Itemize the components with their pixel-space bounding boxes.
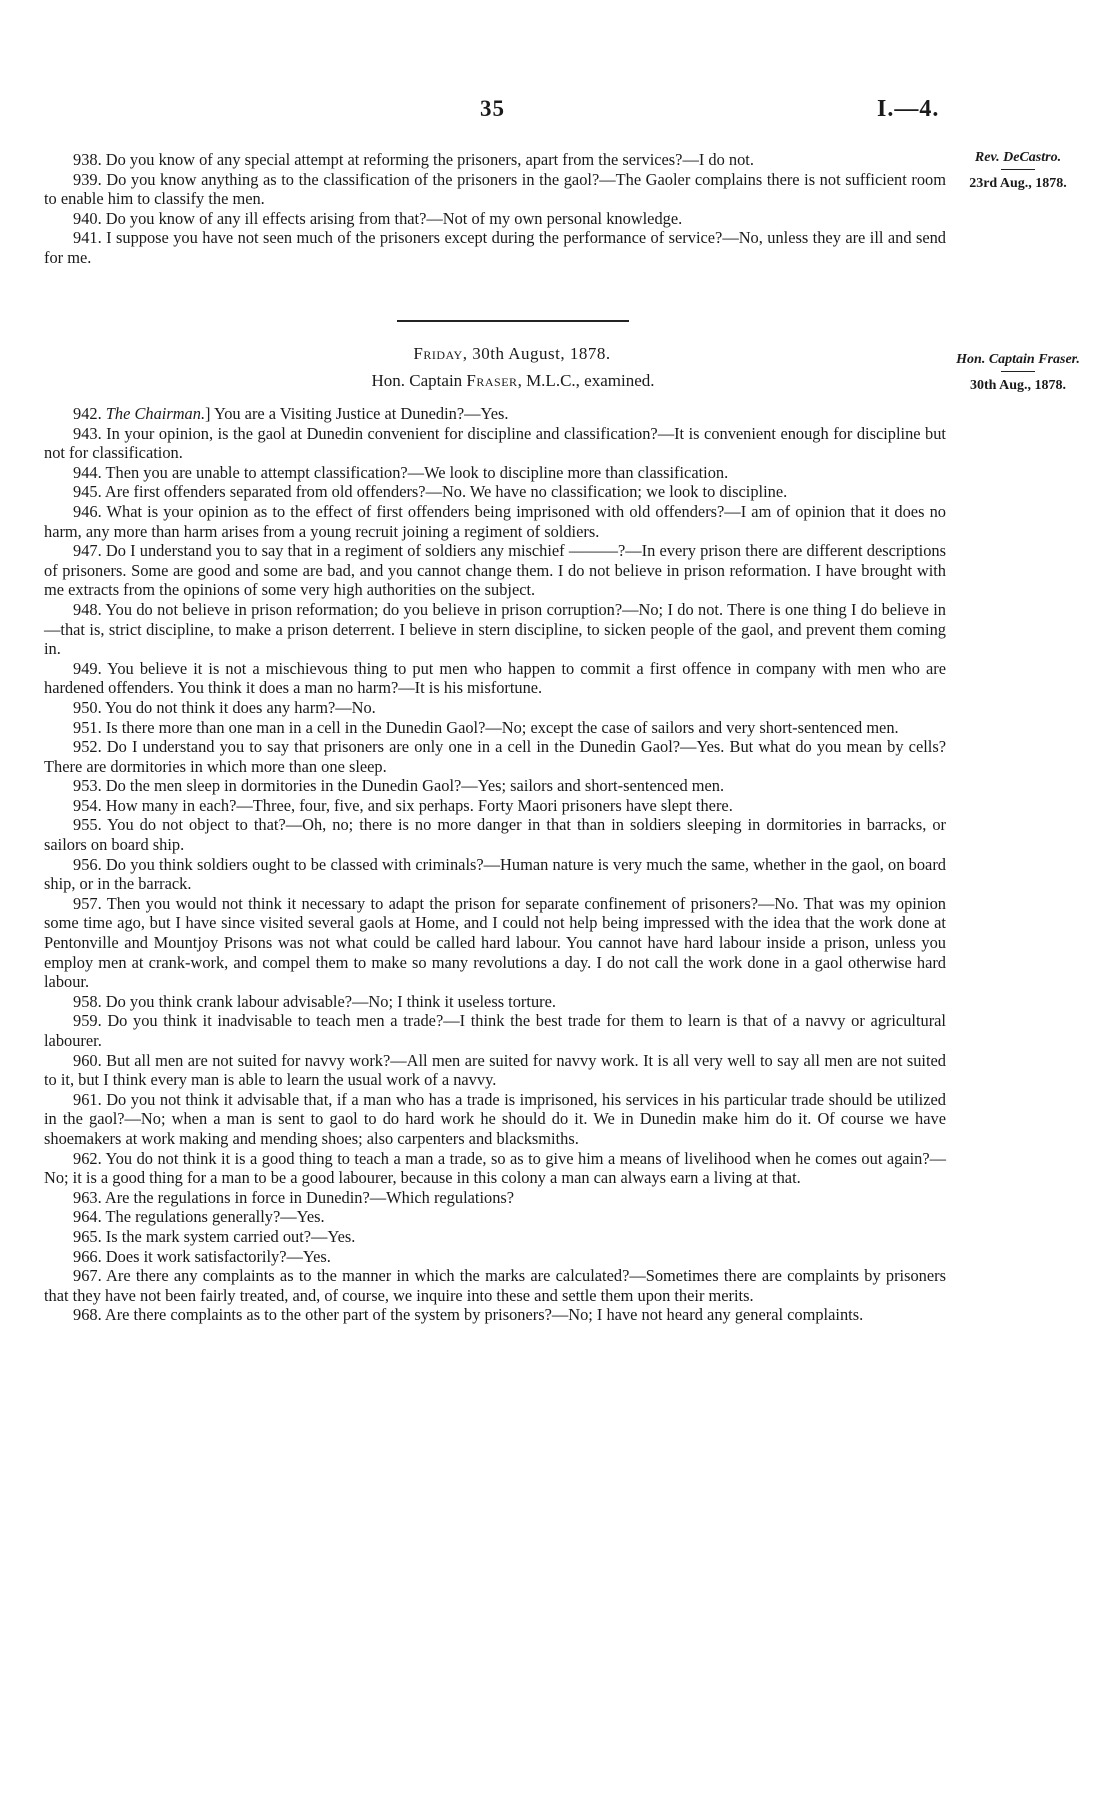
testimony-paragraph: 947. Do I understand you to say that in a regiment of soldiers any mischief ———?—In every prison there are different descriptions of prisoners. Some are good and some are bad, and you cannot change them. I do not believe in prison reformation. I have brought with me extracts from the opinions of some very high authorities on the subject. [44, 541, 946, 600]
testimony-paragraph: 959. Do you think it inadvisable to teach men a trade?—I think the best trade for them to learn is that of a navvy or agricultural labourer. [44, 1011, 946, 1050]
margin-witness: Hon. Captain Fraser. [956, 352, 1080, 367]
testimony-paragraph: 960. But all men are not suited for navvy work?—All men are suited for navvy work. It is all very well to say all men are not suited to it, but I think every man is able to learn the usual work of a navvy. [44, 1050, 946, 1090]
testimony-paragraph: 952. Do I understand you to say that prisoners are only one in a cell in the Dunedin Gaol?—Yes. But what do you mean by cells? There are dormitories in which more than one sleep. [44, 737, 946, 776]
testimony-paragraph: 943. In your opinion, is the gaol at Dunedin convenient for discipline and classification?—It is convenient enough for discipline but not for classification. [44, 423, 946, 463]
question-text: ] You are a Visiting Justice at Dunedin?—Yes. [205, 404, 509, 423]
session-date-heading [340, 344, 684, 364]
testimony-paragraph: 967. Are there any complaints as to the manner in which the marks are calculated?—Sometimes there are complaints by prisoners that they have not been fairly treated, and, of course, we inquire into these and settle them upon their merits. [44, 1266, 946, 1305]
testimony-paragraph: 961. Do you not think it advisable that, if a man who has a trade is imprisoned, his services in his particular trade should be utilized in the gaol?—No; when a man is sent to gaol to do hard work he should do it. We in Dunedin make him do it. Of course we have shoemakers at work making and mending shoes; also carpenters and blacksmiths. [44, 1089, 946, 1148]
testimony-paragraph: 945. Are first offenders separated from old offenders?—No. We have no classification; we look to discipline. [73, 482, 788, 502]
testimony-paragraph: 951. Is there more than one man in a cell in the Dunedin Gaol?—No; except the case of sailors and very short-sentenced men. [73, 717, 899, 737]
testimony-paragraph: 950. You do not think it does any harm?—No. [73, 697, 376, 717]
speaker-name: The Chairman. [105, 404, 206, 423]
page-number: 35 [480, 96, 505, 121]
testimony-paragraph: 954. How many in each?—Three, four, five, and six perhaps. Forty Maori prisoners have slept there. [73, 795, 733, 815]
testimony-paragraph: 958. Do you think crank labour advisable?—No; I think it useless torture. [73, 991, 556, 1011]
margin-witness: Rev. DeCastro. [974, 150, 1062, 165]
margin-rule [1001, 371, 1035, 372]
testimony-paragraph: 938. Do you know of any special attempt at reforming the prisoners, apart from the services?—I do not. [73, 150, 754, 169]
margin-date: 30th Aug., 1878. [969, 378, 1067, 393]
testimony-paragraph: 941. I suppose you have not seen much of the prisoners except during the performance of service?—No, unless they are ill and send for me. [44, 228, 946, 267]
paper-reference: I.—4. [877, 96, 940, 122]
question-number: 942. [73, 404, 106, 423]
witness-prefix: Hon. Captain [371, 371, 467, 390]
testimony-paragraph: 966. Does it work satisfactorily?—Yes. [73, 1246, 331, 1266]
testimony-paragraph: 963. Are the regulations in force in Dunedin?—Which regulations? [73, 1187, 515, 1207]
testimony-paragraph: 956. Do you think soldiers ought to be classed with criminals?—Human nature is very much the same, whether in the gaol, on board ship, or in the barrack. [44, 854, 946, 894]
session-date-rest: , 30th August, 1878. [462, 344, 611, 363]
testimony-paragraph: 957. Then you would not think it necessary to adapt the prison for separate confinement of prisoners?—No. That was my opinion some time ago, but I have since visited several gaols at Home, and I could not help being impressed with the idea that the work done at Pentonville and Mountjoy Prisons was not what could be called hard labour. You cannot have hard labour inside a prison, unless you employ men at crank-work, and compel them to make so many revolutions a day. I do not call the work done in a gaol otherwise hard labour. [44, 893, 946, 992]
testimony-block-fraser [44, 404, 946, 1325]
margin-rule [1001, 169, 1035, 170]
witness-heading [282, 371, 744, 391]
margin-date: 23rd Aug., 1878. [969, 176, 1067, 191]
session-date-prefix: Friday [413, 344, 463, 363]
testimony-paragraph: 968. Are there complaints as to the other part of the system by prisoners?—No; I have not heard any general complaints. [73, 1305, 864, 1325]
testimony-paragraph: 962. You do not think it is a good thing to teach a man a trade, so as to give him a means of livelihood when he comes out again?—No; it is a good thing for a man to be a good labourer, because in this colony a man can always earn a living at that. [44, 1148, 946, 1188]
testimony-block-decastro [44, 150, 946, 268]
witness-name: Fraser [466, 371, 518, 390]
testimony-paragraph [44, 404, 946, 424]
section-divider [397, 320, 629, 322]
witness-suffix: , M.L.C., examined. [517, 371, 655, 390]
testimony-paragraph: 944. Then you are unable to attempt classification?—We look to discipline more than classification. [73, 462, 729, 482]
testimony-paragraph: 949. You believe it is not a mischievous thing to put men who happen to commit a first offence in company with men who are hardened offenders. You think it does a man no harm?—It is his misfortune. [44, 658, 946, 698]
margin-note-fraser [948, 352, 1088, 393]
testimony-paragraph: 955. You do not object to that?—Oh, no; there is no more danger in that than in soldiers sleeping in dormitories in barracks, or sailors on board ship. [44, 815, 946, 855]
testimony-paragraph: 964. The regulations generally?—Yes. [73, 1207, 325, 1227]
testimony-paragraph: 940. Do you know of any ill effects arising from that?—Not of my own personal knowledge. [73, 208, 683, 228]
testimony-paragraph: 965. Is the mark system carried out?—Yes. [73, 1226, 356, 1246]
testimony-paragraph: 946. What is your opinion as to the effect of first offenders being imprisoned with old offenders?—I am of opinion that it does no harm, any more than harm arises from a young recruit joining a regiment of soldiers. [44, 501, 946, 541]
testimony-paragraph: 948. You do not believe in prison reformation; do you believe in prison corruption?—No; I do not. There is one thing I do believe in—that is, strict discipline, to make a prison deterrent. I believe in stern discipline, to sicken people of the gaol, and prevent them coming in. [44, 599, 946, 659]
margin-note-decastro [948, 150, 1088, 191]
testimony-paragraph: 953. Do the men sleep in dormitories in the Dunedin Gaol?—Yes; sailors and short-sentenced men. [73, 776, 725, 796]
testimony-paragraph: 939. Do you know anything as to the classification of the prisoners in the gaol?—The Gaoler complains there is not sufficient room to enable him to classify the men. [44, 169, 946, 209]
